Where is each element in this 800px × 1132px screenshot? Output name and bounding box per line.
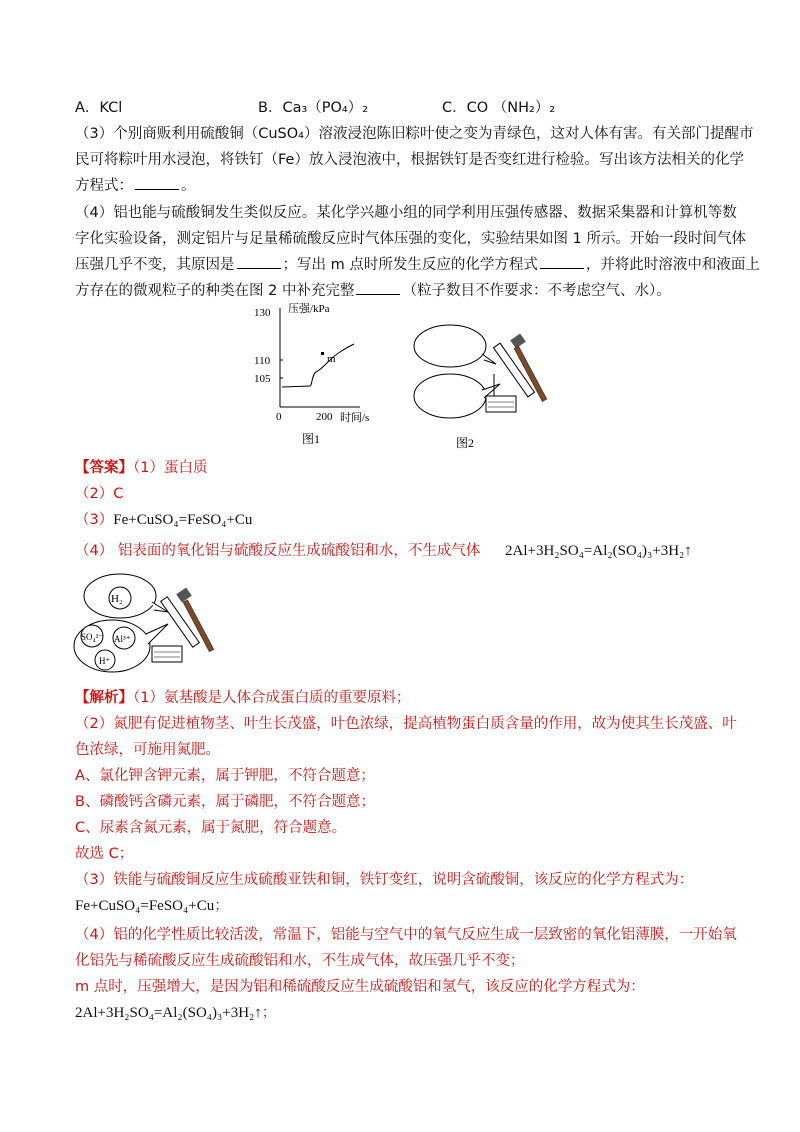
analysis-equation-fe: Fe+CuSO₄=FeSO₄+Cu； (75, 898, 229, 914)
q3-line-2: 民可将粽叶用水浸泡，将铁钉（Fe）放入浸泡液中，根据铁钉是否变红进行检验。写出该方法相关的化学 (75, 152, 744, 168)
q4-line-1: （4）铝也能与硫酸铜发生类似反应。某化学兴趣小组的同学利用压强传感器、数据采集器和计算机等数 (75, 205, 737, 221)
option-b: B．Ca₃（PO₄）₂ (258, 100, 369, 116)
point-m-marker (321, 352, 324, 355)
q4-line-2: 字化实验设备，测定铝片与足量稀硫酸反应时气体压强的变化，实验结果如图 1 所示。开始一段时间气体 (75, 231, 746, 247)
y-tick-110: 110 (254, 355, 271, 367)
answer-tag: 【答案】 (75, 460, 133, 476)
analysis-tag: 【解析】 (75, 690, 133, 706)
figure-1-caption: 图1 (302, 432, 321, 446)
stand-base (486, 396, 516, 412)
analysis-line-11: m 点时，压强增大，是因为铝和稀硫酸反应生成硫酸铝和氢气，该反应的化学方程式为： (75, 979, 645, 995)
analysis-line-1: 【解析】（1）氨基酸是人体合成蛋白质的重要原料； (75, 690, 411, 706)
option-c: C．CO （NH₂）₂ (442, 100, 556, 116)
option-a: A．KCl (75, 100, 123, 116)
answer-equation-al: 2Al+3H₂SO₄=Al₂(SO₄)₃+3H₂↑ (505, 543, 692, 559)
answer-blank[interactable] (356, 282, 400, 295)
q4-line-4: 方存在的微观粒子的种类在图 2 中补充完整 （粒子数目不作要求：不考虑空气、水）。 (75, 283, 671, 299)
q4-line-3: 压强几乎不变，其原因是 ；写出 m 点时所发生反应的化学方程式 ，并将此时溶液中和液面上 (75, 257, 760, 273)
bubble-top (414, 325, 486, 367)
answer-blank[interactable] (540, 256, 584, 269)
equation-fe: Fe+CuSO₄=FeSO₄+Cu (113, 512, 253, 528)
q3-line-3: 方程式： 。 (75, 178, 196, 194)
analysis-line-9: （4）铝的化学性质比较活泼，常温下，铝能与空气中的氧气反应生成一层致密的氧化铝薄膜，一开始氧 (75, 927, 737, 943)
al-label: Al³⁺ (114, 634, 131, 644)
analysis-line-7: 故选 C； (75, 846, 134, 862)
y-tick-130: 130 (254, 307, 271, 319)
x-tick-200: 200 (316, 411, 333, 423)
analysis-equation-al: 2Al+3H₂SO₄=Al₂(SO₄)₃+3H₂↑； (75, 1005, 277, 1021)
answer-figure-apparatus (72, 568, 222, 680)
answer-blank[interactable] (135, 177, 179, 190)
y-axis-label: 压强/kPa (288, 303, 330, 315)
analysis-line-10: 化铝先与稀硫酸反应生成硫酸铝和水，不生成气体，故压强几乎不变； (75, 953, 525, 969)
answer-line-2: （2）C (75, 486, 124, 502)
analysis-line-4: A、氯化钾含钾元素，属于钾肥，不符合题意； (75, 768, 375, 784)
analysis-line-2: （2）氮肥有促进植物茎、叶生长茂盛，叶色浓绿，提高植物蛋白质含量的作用，故为使其生长茂盛、叶 (75, 716, 737, 732)
point-m-label: m (327, 353, 336, 365)
figure-2-apparatus (412, 314, 552, 452)
answer-line-3: （3）Fe+CuSO₄=FeSO₄+Cu (75, 512, 253, 528)
x-tick-0: 0 (276, 411, 282, 423)
analysis-line-5: B、磷酸钙含磷元素，属于磷肥，不符合题意； (75, 794, 375, 810)
so4-label: SO₄²⁻ (81, 632, 104, 642)
figure-2-caption: 图2 (456, 436, 475, 450)
q2-options (75, 98, 715, 118)
answer-blank[interactable] (237, 256, 281, 269)
answer-line-4: （4） 铝表面的氧化铝与硫酸反应生成硫酸铝和水，不生成气体 (75, 543, 481, 559)
answer-line-1: 【答案】（1）蛋白质 (75, 460, 208, 476)
y-tick-105: 105 (254, 373, 271, 385)
pressure-curve (282, 344, 354, 387)
analysis-line-6: C、尿素含氮元素，属于氮肥，符合题意。 (75, 820, 347, 836)
analysis-line-3: 色浓绿，可施用氮肥。 (75, 742, 220, 758)
x-axis-label: 时间/s (340, 412, 370, 424)
q3-line-1: （3）个别商贩利用硫酸铜（CuSO₄）溶液浸泡陈旧粽叶使之变为青绿色，这对人体有害。有关部门提醒市 (75, 126, 754, 142)
h-label: H⁺ (99, 656, 111, 666)
stand-base (152, 646, 182, 662)
analysis-line-8: （3）铁能与硫酸铜反应生成硫酸亚铁和铜，铁钉变红，说明含硫酸铜，该反应的化学方程式为： (75, 872, 694, 888)
figure-1-pressure-graph (250, 300, 380, 452)
bubble-bottom (414, 374, 486, 418)
h2-label: H₂ (111, 593, 123, 605)
